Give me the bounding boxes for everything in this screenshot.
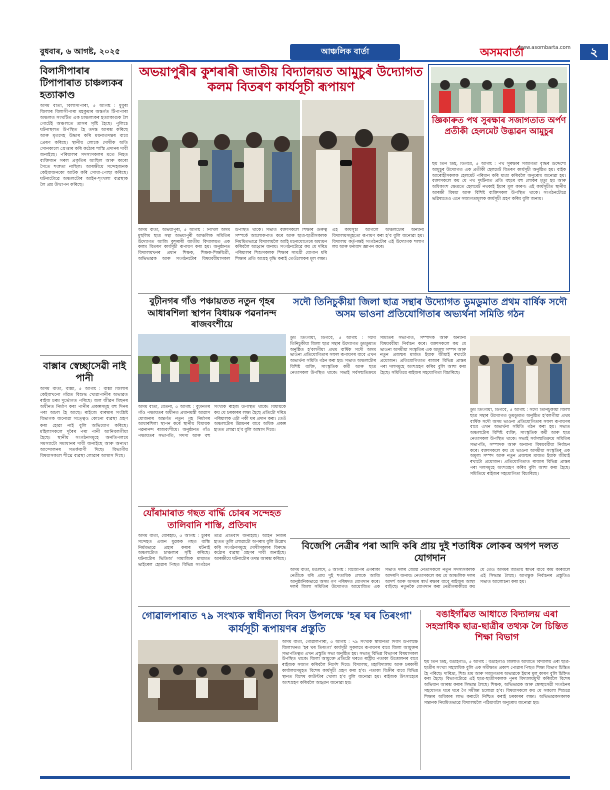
student-story-photo-image <box>470 336 570 404</box>
lead-photo-2-image <box>302 100 424 224</box>
right-story-headline: জ্ঞিকাৰুত পথ সুৰক্ষাৰ সজাগতাত অৰ্পণ প্ৰতীকী হেলমেট উদ্ভাৱন আমুচুৰ <box>431 116 567 137</box>
edu-story-headline: বঙাইগাঁৱত আধাতে বিদ্যালয় এৰা সহস্ৰাধিক ছাত্ৰ-ছাত্ৰীৰ তথ্যক লৈ চিন্তিত শিক্ষা বিভাগ <box>426 610 568 643</box>
issue-date: বুধবাৰ, ৬ আগষ্ট, ২০২৫ <box>40 47 121 56</box>
right-story-photo-image <box>431 67 567 113</box>
left-story1-headline: বিলাসীপাৰাৰ টিপাপাৰাত চাঞ্চল্যকৰ হত্যাকাণ্ড <box>40 66 123 101</box>
right-story-body: ছয় তিন ডিহ, ডিগবৈ, ৫ আগষ্ট : পথ সুৰক্ষাৰ সজাগতা বৃদ্ধিৰ উদ্দেশ্যে আমুচুৰ উদ্যোগত এক প্ৰতীকী হেলমেট বিতৰণ কাৰ্যসূচী অনুষ্ঠিত হয়। বাইক আৰোহীসকলক হেলমেট পৰিধান কৰি যাত্ৰা কৰিবলৈ অনুৰোধ জনোৱা হয়। বক্তাসকলে কয় যে পথ দুৰ্ঘটনাত প্ৰতি বছৰে বহু লোকৰ মৃত্যু হয় আৰু অধিকাংশ ক্ষেত্ৰতে হেলমেট নথকাই ইয়াৰ মূল কাৰণ। এই কাৰ্যসূচীত স্থানীয় আৰক্ষী বিষয়া আৰু বিশিষ্ট ব্যক্তিসকল উপস্থিত থাকে। সংগঠনটোৱে ভৱিষ্যতেও এনে সজাগতামূলক কাৰ্যসূচী গ্ৰহণ কৰিব বুলি জনায়। <box>432 162 566 202</box>
left-story1-body: অসম বাৰ্তা, বিলাসীপাৰা, ৫ আগষ্ট : ধুবুৰী জিলাৰ বিলাসীপাৰা মহকুমাৰ অন্তৰ্গত টিপাপাৰা অঞ্চলত সংঘটিত এক চাঞ্চল্যকৰ হত্যাকাণ্ডক লৈ গোটেই অঞ্চলতে ত্ৰাসৰ সৃষ্টি হৈছে। পুলিচে ঘটনাস্থলত উপস্থিত হৈ তদন্ত আৰম্ভ কৰিছে আৰু মৃতদেহ উদ্ধাৰ কৰি ময়নাতদন্তৰ বাবে প্ৰেৰণ কৰিছে। স্থানীয় লোকে দোষীক অতি সোনকালে গ্ৰেপ্তাৰ কৰি কঠোৰ শাস্তি প্ৰদানৰ দাবী জনাইছে। পৰিয়ালৰ সদস্যসকলৰ মতে নিহত ব্যক্তিজন সৰল প্ৰকৃতিৰ আছিল আৰু কাৰো সৈতে শত্ৰুতা নাছিল। আৰক্ষীয়ে সন্দেহজনক কেইবাজনকো আটক কৰি সোধা-পোছা কৰিছে। ঘটনাটোৱে অঞ্চলটোৰ আইন-শৃংখলা ব্যৱস্থাক লৈ প্ৰশ্ন উত্থাপন কৰিছে। <box>40 104 128 189</box>
pond-story-photo <box>138 334 286 402</box>
divider <box>40 355 131 356</box>
edu-story-body: ছয় তিন ডিহ, বঙাইগাঁও, ৫ আগষ্ট : বঙাইগাঁও জিলাত আধাতে বিদ্যালয় এৰা ছাত্ৰ-ছাত্ৰীৰ সংখ্যা সহস্ৰাধিক বুলি এক সমীক্ষাত প্ৰকাশ পোৱাৰ পিছত শিক্ষা বিভাগ চিন্তিত হৈ পৰিছে। দাৰিদ্ৰ্য, শিশু শ্ৰম আৰু সজাগতাৰ অভাৱকে ইয়াৰ মূল কাৰণ বুলি চিহ্নিত কৰা হৈছে। বিভাগটোৱে এই ছাত্ৰ-ছাত্ৰীসকলক পুনৰ বিদ্যালয়মুখী কৰিবলৈ বিশেষ অভিযান আৰম্ভ কৰাৰ সিদ্ধান্ত লৈছে। শিক্ষক, অভিভাৱক আৰু স্বেচ্ছাসেৱী সংগঠনৰ সহযোগত ঘৰে ঘৰে গৈ সমীক্ষা চলোৱা হ'ব। বিষয়াসকলে কয় যে সকলো শিশুৱে শিক্ষাৰ অধিকাৰ লাভ কৰাটো নিশ্চিত কৰাই চৰকাৰৰ লক্ষ্য। অভিভাৱকসকলক সন্তানক নিয়মিতভাৱে বিদ্যালয়লৈ পঠিয়াবলৈ অনুৰোধ জনোৱা হয়। <box>424 660 570 706</box>
page-number: ২ <box>580 44 608 60</box>
newspaper-logo: অসমবাৰ্তা <box>480 46 524 59</box>
student-story-headline: সদৌ তিনিচুকীয়া জিলা ছাত্ৰ সন্থাৰ উদ্যোগত ডুমডুমাত প্ৰথম বাৰ্ষিক সদৌ অসম ভাওনা প্ৰতিযোগিতাৰ অভ্যৰ্থনা সমিতি গঠন <box>293 297 567 320</box>
page-header <box>40 44 598 62</box>
left-column <box>40 64 132 770</box>
lead-body: অসম বাৰ্তা, অভয়াপুৰী, ৫ আগষ্ট : নিখিল অসম মুছলিম ছাত্ৰ সন্থা অভয়াপুৰী আঞ্চলিক সমিতিৰ উদ্যোগত আজি কুশৰাৰী জাতীয় বিদ্যালয়ত এক কলম বিতৰণ কাৰ্যসূচী ৰূপায়ণ কৰা হয়। অনুষ্ঠানত বিদ্যালয়খনৰ প্ৰধান শিক্ষক, শিক্ষক-শিক্ষয়িত্ৰী, অভিভাৱক আৰু সংগঠনটোৰ বিষয়ববীয়াসকল উপস্থিত থাকে। সভাত বক্তাসকলে শিক্ষাৰ গুৰুত্ব সম্পৰ্কে আলোকপাত কৰে আৰু ছাত্ৰ-ছাত্ৰীসকলক নিয়মিতভাৱে বিদ্যালয়লৈ আহি মনোযোগেৰে অধ্যয়ন কৰিবলৈ আহ্বান জনায়। সংগঠনটোৱে কয় যে দৰিদ্ৰ পৰিয়ালৰ শিশুসকলক শিক্ষাৰ সামগ্ৰী যোগান ধৰি শিক্ষাৰ প্ৰতি আগ্ৰহ বৃদ্ধি কৰাই তেওঁলোকৰ মূল লক্ষ্য। এই কাৰ্যসূচী আগলৈ অঞ্চলটোৰ অন্যান্য বিদ্যালয়সমূহতো ৰূপায়ণ কৰা হ'ব বুলি জনোৱা হয়। বিদ্যালয় কৰ্তৃপক্ষই সংগঠনটোৰ এই উদ্যোগক শলাগ লয় আৰু ধন্যবাদ জ্ঞাপন কৰে। <box>138 228 424 262</box>
bjp-story-headline: বিজেপি নেত্ৰীৰ পৰা আদি কৰি প্ৰায় দুই শতাধিক লোকৰ অগপ দলত যোগদান <box>301 541 559 564</box>
student-story-body: ডুম ডিংগীয়া, ডিগবৈ, ৫ আগষ্ট : সদৌ তিনিচুকীয়া জিলা ছাত্ৰ সন্থাৰ উদ্যোগত ডুমডুমাত অনুষ্ঠিত হ'বলগীয়া প্ৰথম বাৰ্ষিক সদৌ অসম ভাওনা প্ৰতিযোগিতাৰ সফল ৰূপায়ণৰ বাবে এখন অভ্যৰ্থনা সমিতি গঠন কৰা হয়। সভাত অঞ্চলটোৰ বিশিষ্ট ব্যক্তি, সাংস্কৃতিক কৰ্মী আৰু ছাত্ৰ নেতাসকল উপস্থিত থাকে। সভাই সৰ্বসন্মতিক্ৰমে সমিতিৰ সভাপতি, সম্পাদক আৰু অন্যান্য বিষয়ববীয়া নিৰ্বাচন কৰে। বক্তাসকলে কয় যে ভাওনা অসমীয়া সংস্কৃতিৰ এক অমূল্য সম্পদ আৰু নতুন প্ৰজন্মৰ মাজত ইয়াক জীয়াই ৰখাটো প্ৰয়োজন। প্ৰতিযোগিতাত ৰাজ্যৰ বিভিন্ন প্ৰান্তৰ পৰা দলসমূহে অংশগ্ৰহণ কৰিব বুলি আশা কৰা হৈছে। সমিতিয়ে ৰাইজৰ সহযোগিতা বিচাৰিছে। <box>290 336 466 376</box>
left-story2-headline: বাক্সাৰ স্বেচ্ছাসেৱী নাই পানী <box>43 361 126 384</box>
pond-story-headline: বুঢ়ীনগৰ গাঁও পঞ্চায়তত নতুন গৃহৰ আধাৰশিলা স্থাপন বিধায়ক পৱনানন্দ ৰাজবংশীয়ে <box>147 297 277 330</box>
divider <box>138 606 570 607</box>
lead-photo-image <box>138 100 300 224</box>
pond-story-body: অসম বাৰ্তা, বেতনা, ৫ আগষ্ট : বুঢ়ীনগৰ গাঁও পঞ্চায়তৰ অধীনত প্ৰধানমন্ত্ৰী আৱাস যোজনাৰ অন্তৰ্গত নতুন গৃহ নিৰ্মাণৰ আধাৰশিলা স্থাপন কৰে স্থানীয় বিধায়ক পৱনানন্দ ৰাজবংশীয়ে। অনুষ্ঠানত গাঁও পঞ্চায়তৰ সভাপতি, সদস্য আৰু বহু সংখ্যক ৰাইজ উপস্থিত থাকে। বিধায়কে কয় যে চৰকাৰৰ লক্ষ্য হৈছে প্ৰতিটো দৰিদ্ৰ পৰিয়ালক এটা পকী ঘৰ প্ৰদান কৰা। তেওঁ অঞ্চলটোৰ উন্নয়নৰ বাবে অধিক প্ৰকল্প হাতত লোৱা হ'ব বুলি আশ্বাস দিয়ে। <box>138 405 286 439</box>
flag-story-photo <box>138 640 278 722</box>
section-title: আঞ্চলিক বাৰ্তা <box>290 44 400 60</box>
left-story2-body: অসম বাৰ্তা, বাক্সা, ৫ আগষ্ট : বাক্সা জিলাৰ কেইবাখনো গাঁৱত বিশুদ্ধ খোৱাপানীৰ অভাৱত ৰাইজ চৰম দুৰ্ভোগত পৰিছে। জল জীৱন মিছনৰ অধীনত নিৰ্মাণ কৰা পানীৰ প্ৰকল্পসমূহ বহু দিনৰ পৰা অচল হৈ আছে। ৰাইজে বাৰম্বাৰ সংশ্লিষ্ট বিভাগক জনোৱা সত্ত্বেও কোনো ব্যৱস্থা গ্ৰহণ কৰা হোৱা নাই বুলি অভিযোগ কৰিছে। মহিলাসকলে দূৰৈৰ পৰা পানী আনিবলগীয়া হৈছে। স্থানীয় সংগঠনসমূহে অনতিপলমে সমস্যাটো সমাধানৰ দাবী জনাইছে আৰু অন্যথা আন্দোলনৰ সতৰ্কবাণী দিছে। বিভাগীয় বিষয়াসকলে শীঘ্ৰে ব্যৱস্থা লোৱাৰ আশ্বাস দিছে। <box>40 387 128 460</box>
pond-story-photo-image <box>138 334 286 402</box>
lead-photo <box>138 100 300 224</box>
student-story-photo <box>470 336 570 404</box>
flag-story-photo-image <box>138 640 278 722</box>
theft-story-headline: যোঁৰামাৰাত গছত বাৰ্দ্ধি চোৰৰ সন্দেহত তালিবানি শাস্তি, প্ৰতিবাদ <box>142 509 282 531</box>
bjp-story-body: অসম বাৰ্তা, মঙলদৈ, ৫ আগষ্ট : বিজেপিৰ এগৰাকী নেত্ৰীকে ধৰি প্ৰায় দুই শতাধিক লোকে আজি আনুষ্ঠানিকভাৱে অসম গণ পৰিষদত যোগদান কৰে। দলৰ জিলা সমিতিৰ উদ্যোগত আয়োজিত এক সভাত দলৰ জ্যেষ্ঠ নেতাসকলে নতুন সদস্যসকলক আদৰণি জনায়। নেতাসকলে কয় যে আঞ্চলিক দলৰ আদৰ্শ আৰু অসমৰ স্বাৰ্থ ৰক্ষাৰ বাবে ৰাইজৰ আস্থা বাঢ়িছে। নতুনকৈ যোগদান কৰা নেত্ৰীগৰাকীয়ে কয় যে তেওঁ অসমৰ জাতীয় স্বাৰ্থৰ বাবে কাম কৰিবলৈ এই সিদ্ধান্ত লৈছে। আগন্তুক নিৰ্বাচনৰ প্ৰস্তুতিও সভাত আলোচনা কৰা হয়। <box>290 568 570 591</box>
theft-story-body: অসম বাৰ্তা, যোৰহাট, ৫ আগষ্ট : চুৰিৰ সন্দেহত এজন যুৱকক গছত বান্ধি নিৰ্মমভাৱে প্ৰহাৰ কৰাৰ ঘটনাই অঞ্চলটোত চাঞ্চল্যৰ সৃষ্টি কৰিছে। ঘটনাটোৰ ভিডিঅ' সামাজিক মাধ্যমত ভাইৰেল হোৱাৰ পিছত বিভিন্ন সংগঠনে তীব্ৰ প্ৰতিবাদ জনাইছে। আইন নিজৰ হাতত তুলি লোৱাটো অপৰাধ বুলি উল্লেখ কৰি সংগঠনসমূহে দোষীসকলৰ বিৰুদ্ধে কঠোৰ ব্যৱস্থা গ্ৰহণৰ দাবী জনাইছে। আৰক্ষীয়ে ঘটনাটোৰ তদন্ত আৰম্ভ কৰিছে। <box>138 534 286 568</box>
divider <box>290 538 570 539</box>
divider <box>420 610 421 770</box>
student-story-body-2: ডুম ডিংগীয়া, ডিগবৈ, ৫ আগষ্ট : সদৌ তিনিচুকীয়া জিলা ছাত্ৰ সন্থাৰ উদ্যোগত ডুমডুমাত অনুষ্ঠিত হ'বলগীয়া প্ৰথম বাৰ্ষিক সদৌ অসম ভাওনা প্ৰতিযোগিতাৰ সফল ৰূপায়ণৰ বাবে এখন অভ্যৰ্থনা সমিতি গঠন কৰা হয়। সভাত অঞ্চলটোৰ বিশিষ্ট ব্যক্তি, সাংস্কৃতিক কৰ্মী আৰু ছাত্ৰ নেতাসকল উপস্থিত থাকে। সভাই সৰ্বসন্মতিক্ৰমে সমিতিৰ সভাপতি, সম্পাদক আৰু অন্যান্য বিষয়ববীয়া নিৰ্বাচন কৰে। বক্তাসকলে কয় যে ভাওনা অসমীয়া সংস্কৃতিৰ এক অমূল্য সম্পদ আৰু নতুন প্ৰজন্মৰ মাজত ইয়াক জীয়াই ৰখাটো প্ৰয়োজন। প্ৰতিযোগিতাত ৰাজ্যৰ বিভিন্ন প্ৰান্তৰ পৰা দলসমূহে অংশগ্ৰহণ কৰিব বুলি আশা কৰা হৈছে। সমিতিয়ে ৰাইজৰ সহযোগিতা বিচাৰিছে। <box>470 408 570 477</box>
lead-photo-2 <box>302 100 424 224</box>
lead-headline: অভয়াপুৰীৰ কুশৰাৰী জাতীয় বিদ্যালয়ত আমুচুৰ উদ্যোগত কলম বিতৰণ কাৰ্যসূচী ৰূপায়ণ <box>139 64 423 94</box>
footer-bar <box>40 776 570 779</box>
flag-story-body: অসম বাৰ্তা, গোৱালপাৰা, ৫ আগষ্ট : ৭৯ সংখ্যক স্বাধীনতা দিবস উপলক্ষে জিলাখনত 'হৰ ঘৰ তিৰংগা' কাৰ্যসূচী সুকলমে ৰূপায়ণৰ বাবে জিলা আয়ুক্তৰ সভাপতিত্বত এখন প্ৰস্তুতি সভা অনুষ্ঠিত হয়। সভাত বিভিন্ন বিভাগৰ বিষয়াসকল উপস্থিত থাকে। জিলা আয়ুক্তে প্ৰতিটো ঘৰতে ৰাষ্ট্ৰীয় পতাকা উত্তোলনৰ বাবে ৰাইজক সজাগ কৰিবলৈ নিৰ্দেশ দিয়ে। বিদ্যালয়, মহাবিদ্যালয় আৰু চৰকাৰী কাৰ্যালয়সমূহত বিশেষ কাৰ্যসূচী গ্ৰহণ কৰা হ'ব। পতাকা বিক্ৰীৰ বাবে বিভিন্ন স্থানত বিশেষ কাউণ্টাৰ খোলা হ'ব বুলি জনোৱা হয়। ৰাইজক উৎসাহেৰে অংশগ্ৰহণ কৰিবলৈ আহ্বান জনোৱা হয়। <box>282 640 418 686</box>
flag-story-headline: গোৱালপাৰাত ৭৯ সংখ্যক স্বাধীনতা দিবস উপলক্ষে 'হৰ ঘৰ তিৰংগা' কাৰ্যসূচী ৰূপায়ণৰ প্ৰস্তুতি <box>141 611 413 635</box>
divider <box>138 293 570 294</box>
right-story-photo <box>431 67 567 113</box>
divider <box>138 506 288 507</box>
newspaper-website: www.asombarta.com <box>518 45 571 51</box>
